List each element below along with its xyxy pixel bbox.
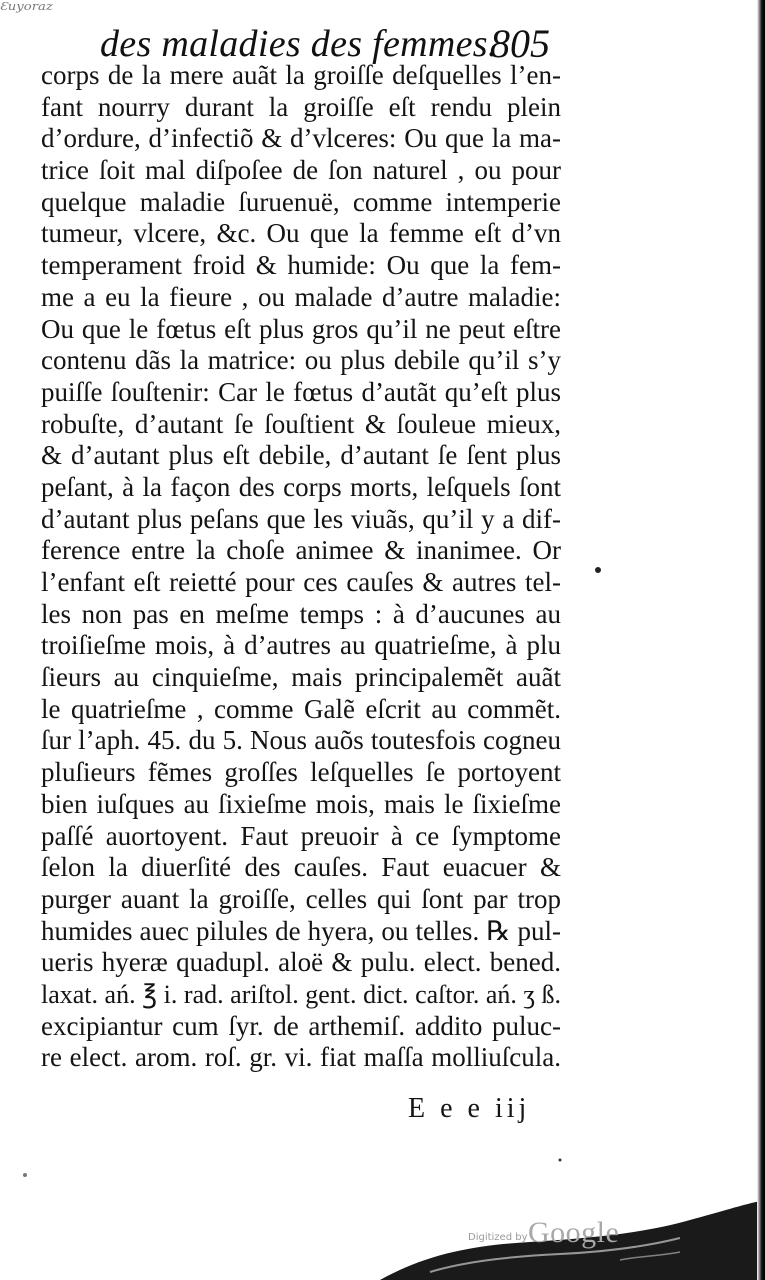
text-line: quelque maladie ſuruenuë, comme intemperie xyxy=(41,186,561,217)
google-watermark xyxy=(468,1216,628,1256)
signature-mark: E e e iij xyxy=(408,1093,531,1124)
page-curl-shadow xyxy=(0,1190,765,1280)
text-line: fant nourry durant la groiſſe eſt rendu plein xyxy=(41,91,561,122)
text-line: me a eu la fieure , ou malade d’autre maladie: xyxy=(41,281,561,312)
text-line: d’ordure, d’infectiõ & d’vlceres: Ou que la ma- xyxy=(41,123,561,154)
text-line: pluſieurs fẽmes groſſes leſquelles ſe portoyent xyxy=(41,757,561,788)
text-line: le quatrieſme , comme Galẽ eſcrit au commẽt. xyxy=(41,693,561,724)
google-logo: Google xyxy=(528,1216,620,1249)
running-title: des maladies des femmes. xyxy=(100,23,498,65)
text-line: trice ſoit mal diſpoſee de ſon naturel , ou pour xyxy=(41,155,561,186)
text-line: puiſſe ſouſtenir: Car le fœtus d’autãt qu’eſt plus xyxy=(41,376,561,407)
text-line: peſant, à la façon des corps morts, leſquels ſont xyxy=(41,471,561,502)
text-line: contenu dãs la matrice: ou plus debile qu’il s’y xyxy=(41,345,561,376)
text-line: l’enfant eſt reietté pour ces cauſes & autres tel- xyxy=(41,567,561,597)
text-line: purger auant la groiſſe, celles qui ſont par trop xyxy=(41,883,561,914)
text-line: bien iuſques au ſixieſme mois, mais le ſixieſme xyxy=(41,788,561,819)
text-line: d’autant plus peſans que les viuãs, qu’il y a dif- xyxy=(41,503,561,534)
text-line: Ou que le fœtus eſt plus gros qu’il ne peut eſtre xyxy=(41,313,561,344)
text-line: paſſé auortoyent. Faut preuoir à ce ſymptome xyxy=(41,820,561,851)
text-line: temperament froid & humide: Ou que la fem- xyxy=(41,250,561,281)
page-number: 805 xyxy=(490,21,550,66)
text-line: excipiantur cum ſyr. de arthemiſ. addito puluc- xyxy=(41,1010,561,1041)
text-line: troiſieſme mois, à d’autres au quatrieſme, à plu xyxy=(41,630,561,661)
text-line: laxat. ań. ℥ i. rad. ariſtol. gent. dict. caſtor. ań. ʒ ß. xyxy=(41,979,561,1009)
text-line: ſieurs au cinquieſme, mais principalemẽt auãt xyxy=(41,662,561,693)
text-line: ſur l’aph. 45. du 5. Nous auõs toutesfois cogneu xyxy=(41,725,561,756)
text-line: ſelon la diuerſité des cauſes. Faut euacuer & xyxy=(41,852,561,883)
text-line: re elect. arom. roſ. gr. vi. fiat maſſa molliuſcula. xyxy=(41,1042,561,1073)
text-line: humides auec pilules de hyera, ou telles. ℞ pul- xyxy=(41,915,561,946)
ink-speck xyxy=(559,1159,562,1162)
text-line: & d’autant plus eſt debile, d’autant ſe ſent plus xyxy=(41,440,561,471)
corner-ink-mark: Ɛuyoraz xyxy=(0,0,53,13)
page-right-edge xyxy=(757,0,765,1280)
text-line: ference entre la choſe animee & inanimee. Or xyxy=(41,535,561,566)
text-line: robuſte, d’autant ſe ſouſtient & ſouleue mieux, xyxy=(41,408,561,439)
ink-speck xyxy=(23,1173,27,1177)
text-line: les non pas en meſme temps : à d’aucunes au xyxy=(41,598,561,629)
text-line: tumeur, vlcere, &c. Ou que la femme eſt d’vn xyxy=(41,218,561,249)
body-text-block xyxy=(41,60,566,1074)
text-line: ueris hyeræ quadupl. aloë & pulu. elect. bened. xyxy=(41,947,561,978)
text-line: corps de la mere auãt la groiſſe deſquelles l’en- xyxy=(41,60,561,90)
ink-speck xyxy=(595,567,601,573)
digitized-by-label: Digitized by xyxy=(468,1232,528,1243)
